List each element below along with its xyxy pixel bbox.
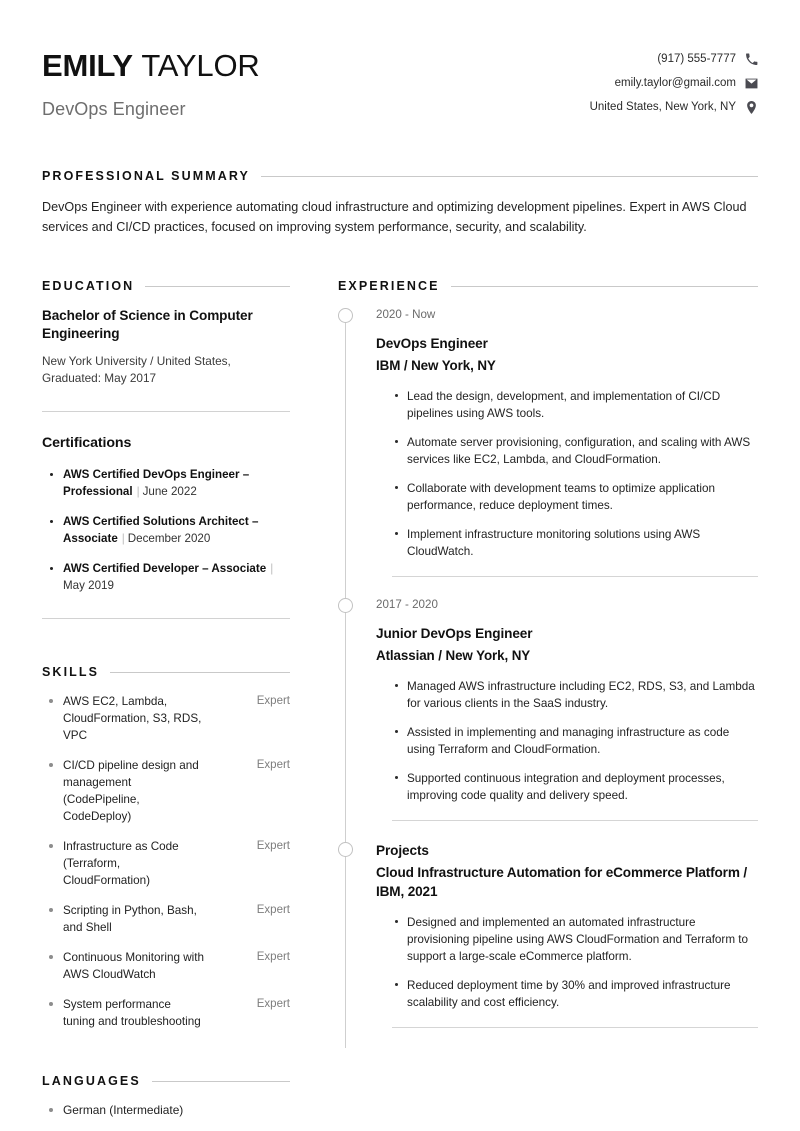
certification-separator: |	[136, 485, 140, 498]
certifications-section	[42, 434, 290, 594]
skill-name: Scripting in Python, Bash, and Shell	[42, 902, 204, 936]
email-icon	[745, 77, 758, 90]
experience-organization: IBM / New York, NY	[376, 358, 496, 373]
skill-level: Expert	[256, 904, 290, 916]
candidate-name	[42, 48, 260, 84]
spacer	[42, 619, 290, 665]
timeline-marker-icon	[338, 308, 353, 323]
certification-date: June 2022	[142, 485, 197, 498]
experience-entry	[376, 597, 758, 841]
certification-separator: |	[270, 562, 274, 575]
candidate-last-name: TAYLOR	[141, 48, 260, 83]
entry-divider	[392, 820, 758, 821]
skill-level: Expert	[256, 840, 290, 852]
resume-body	[42, 279, 758, 1119]
project-bullet: Designed and implemented an automated infrastructure provisioning pipeline using AWS CloudFormation and Terraform to support a large-scale eCommerce platform.	[392, 914, 758, 965]
timeline-line	[345, 323, 346, 1048]
location-icon	[745, 101, 758, 114]
skill-item	[42, 902, 290, 936]
experience-timeline	[338, 307, 758, 1048]
contact-email-value: emily.taylor@gmail.com	[614, 77, 736, 89]
experience-bullet: Collaborate with development teams to optimize application performance, reduce deployment times.	[392, 480, 758, 514]
languages-heading	[42, 1074, 290, 1088]
timeline-marker-icon	[338, 598, 353, 613]
contact-list	[590, 46, 758, 114]
entry-divider	[392, 1027, 758, 1028]
skill-name: System performance tuning and troubleshooting	[42, 996, 204, 1030]
projects-entry	[376, 841, 758, 1048]
languages-section	[42, 1074, 290, 1119]
spacer	[42, 387, 290, 411]
languages-list	[42, 1102, 290, 1119]
experience-heading	[338, 279, 758, 293]
project-title: Cloud Infrastructure Automation for eCommerce Platform / IBM, 2021	[376, 865, 748, 899]
contact-email[interactable]	[615, 76, 758, 90]
skill-level: Expert	[256, 695, 290, 707]
skill-name: Continuous Monitoring with AWS CloudWatch	[42, 949, 204, 983]
skill-level: Expert	[256, 951, 290, 963]
skill-item	[42, 693, 290, 744]
skill-level: Expert	[256, 998, 290, 1010]
skill-name: AWS EC2, Lambda, CloudFormation, S3, RDS, VPC	[42, 693, 204, 744]
spacer	[42, 1030, 290, 1074]
skill-level: Expert	[256, 759, 290, 771]
left-column	[42, 279, 290, 1119]
experience-bullets	[376, 388, 758, 560]
certification-name: AWS Certified Solutions Architect – Associate	[63, 515, 259, 545]
experience-entry	[376, 307, 758, 597]
skills-heading	[42, 665, 290, 679]
education-section	[42, 279, 290, 387]
skill-item	[42, 838, 290, 889]
professional-summary-section	[42, 169, 758, 237]
heading-rule	[261, 176, 758, 177]
contact-phone[interactable]	[657, 52, 758, 66]
skills-heading-label: SKILLS	[42, 665, 100, 679]
resume-header	[42, 42, 758, 121]
certification-date: May 2019	[63, 579, 114, 592]
skills-section	[42, 665, 290, 1030]
skill-name: Infrastructure as Code (Terraform, CloudFormation)	[42, 838, 204, 889]
heading-rule	[152, 1081, 290, 1082]
certification-item	[42, 466, 290, 500]
experience-role: DevOps Engineer	[376, 336, 488, 351]
spacer	[42, 412, 290, 434]
experience-date: 2020 - Now	[376, 308, 436, 321]
identity-block	[42, 46, 260, 121]
heading-rule	[145, 286, 290, 287]
experience-organization: Atlassian / New York, NY	[376, 648, 531, 663]
skills-list	[42, 693, 290, 1030]
certification-separator: |	[121, 532, 125, 545]
certification-item	[42, 513, 290, 547]
experience-heading-label: EXPERIENCE	[338, 279, 440, 293]
education-heading	[42, 279, 290, 293]
experience-bullet: Supported continuous integration and deployment processes, improving code quality and delivery speed.	[392, 770, 758, 804]
experience-bullet: Implement infrastructure monitoring solutions using AWS CloudWatch.	[392, 526, 758, 560]
skill-item	[42, 757, 290, 825]
experience-bullet: Automate server provisioning, configuration, and scaling with AWS services like EC2, Lambda, and CloudFormation.	[392, 434, 758, 468]
certification-name: AWS Certified DevOps Engineer – Professional	[63, 468, 250, 498]
certification-item	[42, 560, 290, 594]
certification-name: AWS Certified Developer – Associate	[63, 562, 267, 575]
project-bullets	[376, 914, 758, 1011]
professional-summary-text: DevOps Engineer with experience automating cloud infrastructure and optimizing development pipelines. Expert in AWS Cloud services and CI/CD practices, focused on improving system performance, security, and scalability.	[42, 200, 747, 234]
experience-bullet: Lead the design, development, and implementation of CI/CD pipelines using AWS tools.	[392, 388, 758, 422]
skill-item	[42, 996, 290, 1030]
projects-label: Projects	[376, 843, 429, 858]
certification-date: December 2020	[127, 532, 211, 545]
skill-item	[42, 949, 290, 983]
contact-location[interactable]	[590, 100, 758, 114]
contact-phone-value: (917) 555-7777	[657, 53, 736, 65]
education-degree: Bachelor of Science in Computer Engineering	[42, 308, 253, 341]
certifications-heading: Certifications	[42, 435, 132, 451]
contact-location-value: United States, New York, NY	[589, 101, 736, 113]
heading-rule	[451, 286, 758, 287]
language-item: German (Intermediate)	[42, 1102, 290, 1119]
candidate-first-name: EMILY	[42, 48, 133, 83]
experience-bullet: Managed AWS infrastructure including EC2, RDS, S3, and Lambda for various clients in the SaaS industry.	[392, 678, 758, 712]
project-bullet: Reduced deployment time by 30% and improved infrastructure scalability and cost efficiency.	[392, 977, 758, 1011]
right-column	[338, 279, 758, 1048]
education-heading-label: EDUCATION	[42, 279, 135, 293]
education-meta: New York University / United States, Graduated: May 2017	[42, 354, 231, 385]
experience-bullets	[376, 678, 758, 804]
experience-role: Junior DevOps Engineer	[376, 626, 533, 641]
professional-summary-heading-label: PROFESSIONAL SUMMARY	[42, 169, 250, 183]
skill-name: CI/CD pipeline design and management (CodePipeline, CodeDeploy)	[42, 757, 204, 825]
languages-heading-label: LANGUAGES	[42, 1074, 141, 1088]
experience-bullet: Assisted in implementing and managing infrastructure as code using Terraform and CloudFormation.	[392, 724, 758, 758]
candidate-job-title: DevOps Engineer	[42, 99, 186, 119]
phone-icon	[745, 53, 758, 66]
professional-summary-heading	[42, 169, 758, 183]
heading-rule	[110, 672, 290, 673]
certifications-list	[42, 466, 290, 594]
entry-divider	[392, 576, 758, 577]
spacer	[42, 594, 290, 618]
timeline-marker-icon	[338, 842, 353, 857]
experience-date: 2017 - 2020	[376, 598, 438, 611]
